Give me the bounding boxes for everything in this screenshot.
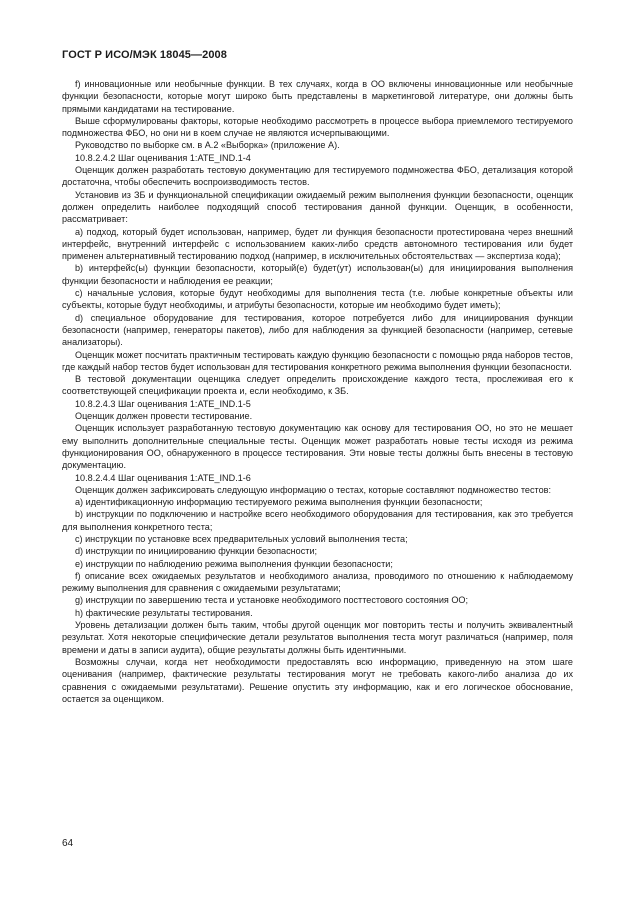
list-item: d) специальное оборудование для тестирования, которое потребуется либо для инициирования функции безопасности (например, генераторы пакетов), либо для наблюдения за функцией безопасности (например, сетевые анализаторы). bbox=[62, 312, 573, 348]
paragraph: Оценщик использует разработанную тестовую документацию как основу для тестирования ОО, но это не мешает ему выполнить дополнительные специальные тесты. Оценщик может разработать новые тесты исходя из режима функционирования ОО, обнаруженного в процессе тестирования. Эти новые тесты должны быть внесены в тестовую документацию. bbox=[62, 423, 573, 471]
section-heading: 10.8.2.4.2 Шаг оценивания 1:ATE_IND.1-4 bbox=[75, 152, 251, 163]
list-item: h) фактические результаты тестирования. bbox=[75, 607, 253, 618]
list-item: f) описание всех ожидаемых результатов и необходимого анализа, проводимого по отношению к наблюдаемому режиму выполнения для сравнения с ожидаемыми результатами; bbox=[62, 570, 573, 594]
list-item: a) подход, который будет использован, например, будет ли функция безопасности протестирована через внешний интерфейс, внутренний интерфейс с использованием каких-либо средств автономного тестирования или будет применен альтернативный тестированию подход (например, в исключительных обстоятельствах — экспертиза кода); bbox=[62, 226, 573, 262]
paragraph: f) инновационные или необычные функции. В тех случаях, когда в ОО включены инновационные или необычные функции безопасности, которые могут широко быть представлены в маркетинговой литературе, они должны быть прямыми кандидатами на тестирование. bbox=[62, 79, 573, 114]
list-item: c) начальные условия, которые будут необходимы для выполнения теста (т.е. любые конкретные объекты или субъекты, которые будут необходимы, и атрибуты безопасности, которые им необходимо будет иметь); bbox=[62, 288, 573, 311]
paragraph: Оценщик должен провести тестирование. bbox=[75, 411, 253, 422]
page-number: 64 bbox=[62, 838, 74, 849]
list-item: c) инструкции по установке всех предварительных условий выполнения теста; bbox=[75, 533, 408, 544]
paragraph: Уровень детализации должен быть таким, чтобы другой оценщик мог повторить тесты и получить эквивалентный результат. Хотя некоторые специфические детали результатов выполнения теста могут различаться (например, поля времени и даты в записи аудита), общие результаты должны быть идентичными. bbox=[62, 620, 573, 655]
list-item: g) инструкции по завершению теста и установке необходимого посттестового состояния ОО; bbox=[75, 595, 469, 606]
section-heading: 10.8.2.4.3 Шаг оценивания 1:ATE_IND.1-5 bbox=[75, 398, 251, 409]
paragraph: Руководство по выборке см. в А.2 «Выборка» (приложение А). bbox=[75, 140, 340, 151]
list-item: a) идентификационную информацию тестируемого режима выполнения функции безопасности; bbox=[75, 497, 483, 508]
section-heading: 10.8.2.4.4 Шаг оценивания 1:ATE_IND.1-6 bbox=[75, 472, 251, 483]
list-item: b) интерфейс(ы) функции безопасности, который(е) будет(ут) использован(ы) для инициирования выполнения функции безопасности и наблюдения ее реакции; bbox=[62, 263, 573, 286]
paragraph: Оценщик должен разработать тестовую документацию для тестируемого подмножества ФБО, детализация которой достаточна, чтобы обеспечить воспроизводимость тестов. bbox=[62, 165, 573, 188]
body-text bbox=[62, 78, 573, 705]
page-header: ГОСТ Р ИСО/МЭК 18045—2008 bbox=[62, 49, 227, 61]
list-item: d) инструкции по инициированию функции безопасности; bbox=[75, 546, 318, 557]
paragraph: Оценщик может посчитать практичным тестировать каждую функцию безопасности с помощью ряда наборов тестов, где каждый набор тестов будет использован для тестирования конкретного режима выполнения функции безопасности. bbox=[62, 349, 573, 372]
paragraph: В тестовой документации оценщика следует определить происхождение каждого теста, прослеживая его к соответствующей спецификации проекта и, если необходимо, к ЗБ. bbox=[62, 374, 573, 397]
paragraph: Оценщик должен зафиксировать следующую информацию о тестах, которые составляют подмножество тестов: bbox=[75, 484, 551, 495]
paragraph: Выше сформулированы факторы, которые необходимо рассмотреть в процессе выбора приемлемого тестируемого подмножества ФБО, но они ни в коем случае не являются исчерпывающими. bbox=[62, 115, 573, 139]
paragraph: Возможны случаи, когда нет необходимости предоставлять всю информацию, приведенную на этом шаге оценивания (например, фактические результаты тестирования могут не требовать какого-либо анализа до их сравнения с ожидаемыми результатами). Решение опустить эту информацию, как и его логическое обоснование, остается за оценщиком. bbox=[62, 656, 573, 704]
paragraph: Установив из ЗБ и функциональной спецификации ожидаемый режим выполнения функции безопасности, оценщик должен определить наиболее подходящий способ тестирования данной функции. Оценщик, в особенности, рассматривает: bbox=[62, 189, 573, 225]
list-item: e) инструкции по наблюдению режима выполнения функции безопасности; bbox=[75, 558, 393, 569]
list-item: b) инструкции по подключению и настройке всего необходимого оборудования для тестирования, как это требуется для выполнения конкретного теста; bbox=[62, 509, 573, 532]
